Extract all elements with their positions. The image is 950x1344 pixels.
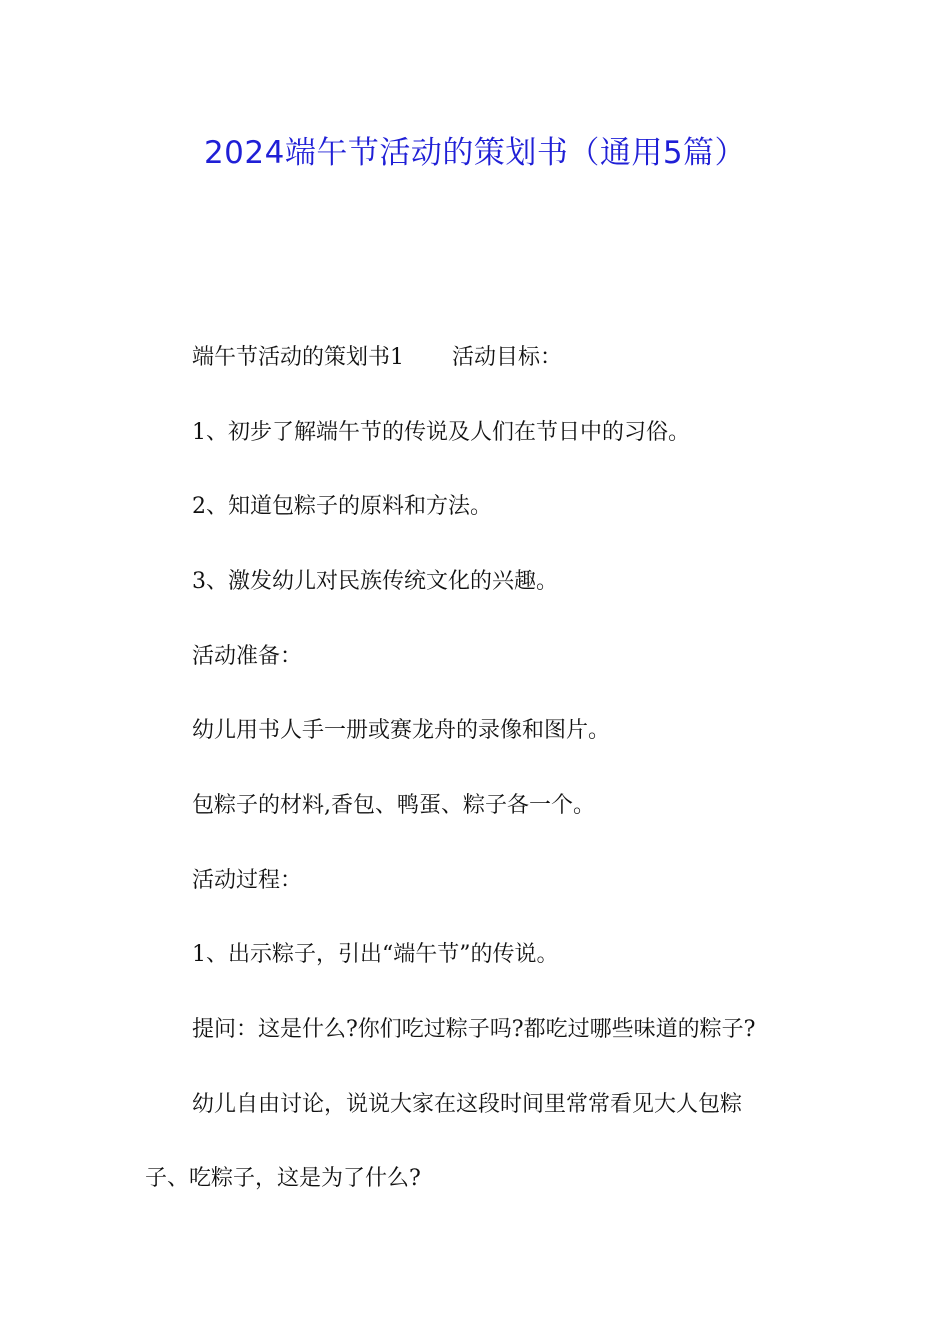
preparation-item-1: 幼儿用书人手一册或赛龙舟的录像和图片。 [192, 718, 611, 743]
process-step-1: 1、出示粽子，引出“端午节”的传说。 [192, 942, 559, 967]
preparation-item-2: 包粽子的材料,香包、鸭蛋、粽子各一个。 [192, 793, 595, 818]
document-title: 2024端午节活动的策划书（通用5篇） [203, 135, 747, 171]
goal-item-2: 2、知道包粽子的原料和方法。 [192, 494, 492, 519]
section-heading [192, 343, 562, 373]
section-title: 端午节活动的策划书1 [192, 345, 404, 370]
goal-item-3: 3、激发幼儿对民族传统文化的兴趣。 [192, 569, 558, 594]
goal-item-1: 1、初步了解端午节的传说及人们在节日中的习俗。 [192, 420, 690, 445]
discussion-paragraph-continued: 子、吃粽子，这是为了什么? [145, 1166, 421, 1191]
discussion-paragraph: 幼儿自由讨论，说说大家在这段时间里常常看见大人包粽 [192, 1092, 743, 1117]
section-subheading: 活动目标： [452, 345, 563, 370]
process-heading: 活动过程： [192, 868, 303, 893]
preparation-heading: 活动准备： [192, 644, 303, 669]
question-paragraph: 提问：这是什么?你们吃过粽子吗?都吃过哪些味道的粽子? [192, 1017, 756, 1042]
